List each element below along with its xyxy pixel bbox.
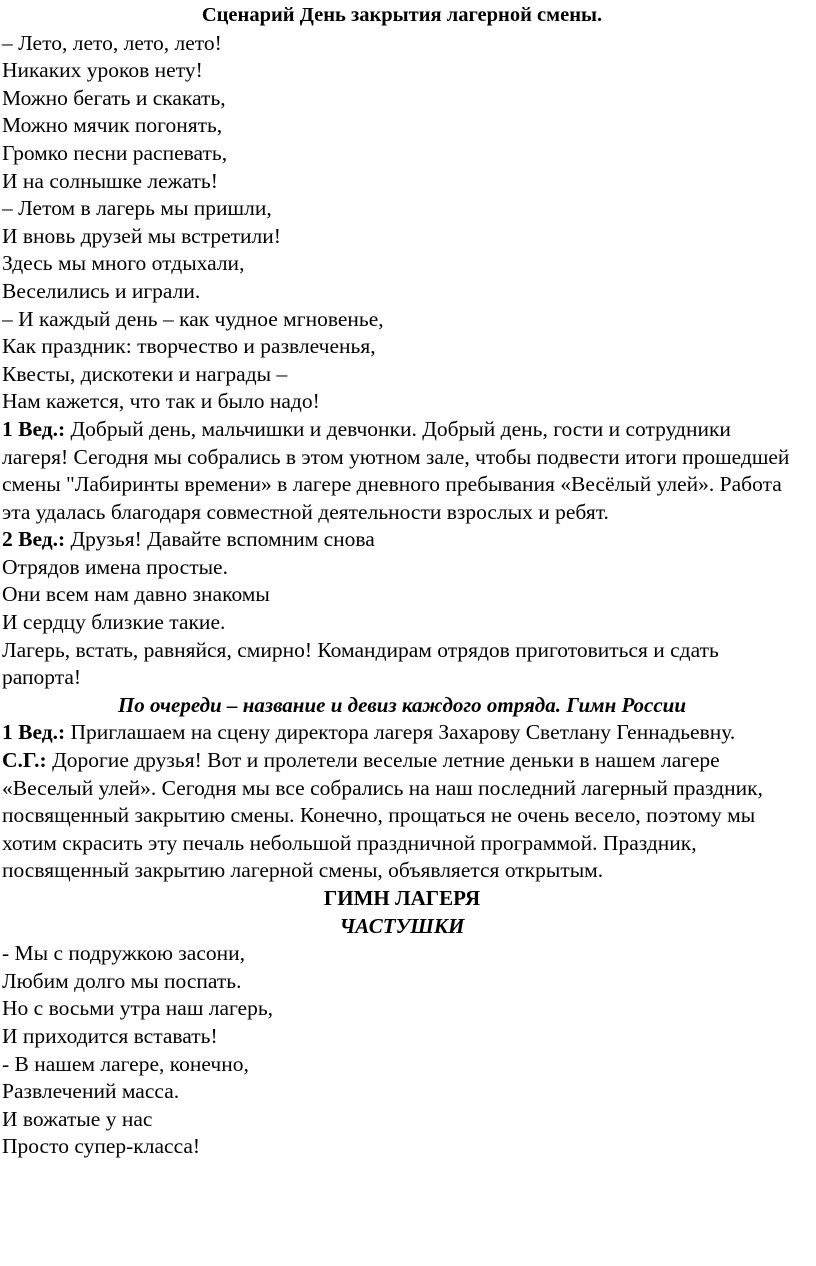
verse-line: И приходится вставать! xyxy=(2,1023,218,1048)
verse-line: Можно бегать и скакать, xyxy=(2,85,226,110)
verse-line: И вожатые у нас xyxy=(2,1106,153,1131)
chastushki-verse xyxy=(2,940,802,1161)
opening-verse xyxy=(2,30,802,416)
speech-text: Приглашаем на сцену директора лагеря Захарову Светлану Геннадьевну. xyxy=(65,720,736,745)
verse-line: Но с восьми утра наш лагерь, xyxy=(2,996,274,1021)
verse-line: И на солнышке лежать! xyxy=(2,168,218,193)
verse-line: - Мы с подружкою засони, xyxy=(2,941,246,966)
host2-speech xyxy=(2,526,802,692)
host1-greeting xyxy=(2,416,802,526)
verse-line: Они всем нам давно знакомы xyxy=(2,582,270,607)
verse-line: И вновь друзей мы встретили! xyxy=(2,223,281,248)
verse-line: Здесь мы много отдыхали, xyxy=(2,251,245,276)
verse-line: Развлечений масса. xyxy=(2,1079,180,1104)
stage-direction: По очереди – название и девиз каждого отряда. Гимн России xyxy=(117,692,687,717)
verse-line: – Летом в лагерь мы пришли, xyxy=(2,196,272,221)
verse-line: – Лето, лето, лето, лето! xyxy=(2,30,222,55)
verse-line: Нам кажется, что так и было надо! xyxy=(2,389,320,414)
speech-text: Друзья! Давайте вспомним снова xyxy=(65,527,375,552)
anthem-heading: ГИМН ЛАГЕРЯ xyxy=(323,886,481,910)
speaker-label: 1 Вед.: xyxy=(2,416,66,441)
verse-line: Просто супер-класса! xyxy=(2,1134,201,1159)
speaker-label: 2 Вед.: xyxy=(2,527,66,552)
chastushki-heading: ЧАСТУШКИ xyxy=(339,913,465,938)
verse-line: И сердцу близкие такие. xyxy=(2,610,226,635)
verse-line: – И каждый день – как чудное мгновенье, xyxy=(2,306,384,331)
verse-line: Громко песни распевать, xyxy=(2,140,228,165)
verse-line: Никаких уроков нету! xyxy=(2,58,203,83)
speech-text: Добрый день, мальчишки и девчонки. Добрый день, гости и сотрудники лагеря! Сегодня мы собрались в этом уютном зале, чтобы подвести итоги прошедшей смены "Лабиринты времени» в лагере дневного пребывания «Весёлый улей». Работа эта удалась благодаря совместной деятельности взрослых и ребят. xyxy=(2,416,790,524)
verse-line: Можно мячик погонять, xyxy=(2,113,223,138)
host1-invitation xyxy=(2,719,802,747)
document-title: Сценарий День закрытия лагерной смены. xyxy=(201,4,603,26)
verse-line: Любим долго мы поспать. xyxy=(2,968,242,993)
verse-line: Квесты, дискотеки и награды – xyxy=(2,361,288,386)
verse-line: - В нашем лагере, конечно, xyxy=(2,1051,249,1076)
verse-line: Веселились и играли. xyxy=(2,278,201,303)
verse-line: Как праздник: творчество и развлеченья, xyxy=(2,334,376,359)
verse-line xyxy=(2,526,802,554)
verse-line: Отрядов имена простые. xyxy=(2,554,228,579)
speaker-label: С.Г.: xyxy=(2,748,47,773)
command-text: Лагерь, встать, равняйся, смирно! Командирам отрядов приготовиться и сдать рапорта! xyxy=(2,637,719,690)
director-speech xyxy=(2,747,802,885)
speech-text: Дорогие друзья! Вот и пролетели веселые летние деньки в нашем лагере «Веселый улей». Сегодня мы все собрались на наш последний лагерный праздник, посвященный закрытию смены. Конечно, прощаться не очень весело, поэтому мы хотим скрасить эту печаль небольшой праздничной программой. Праздник, посвященный закрытию лагерной смены, объявляется открытым. xyxy=(2,748,763,883)
speaker-label: 1 Вед.: xyxy=(2,720,66,745)
